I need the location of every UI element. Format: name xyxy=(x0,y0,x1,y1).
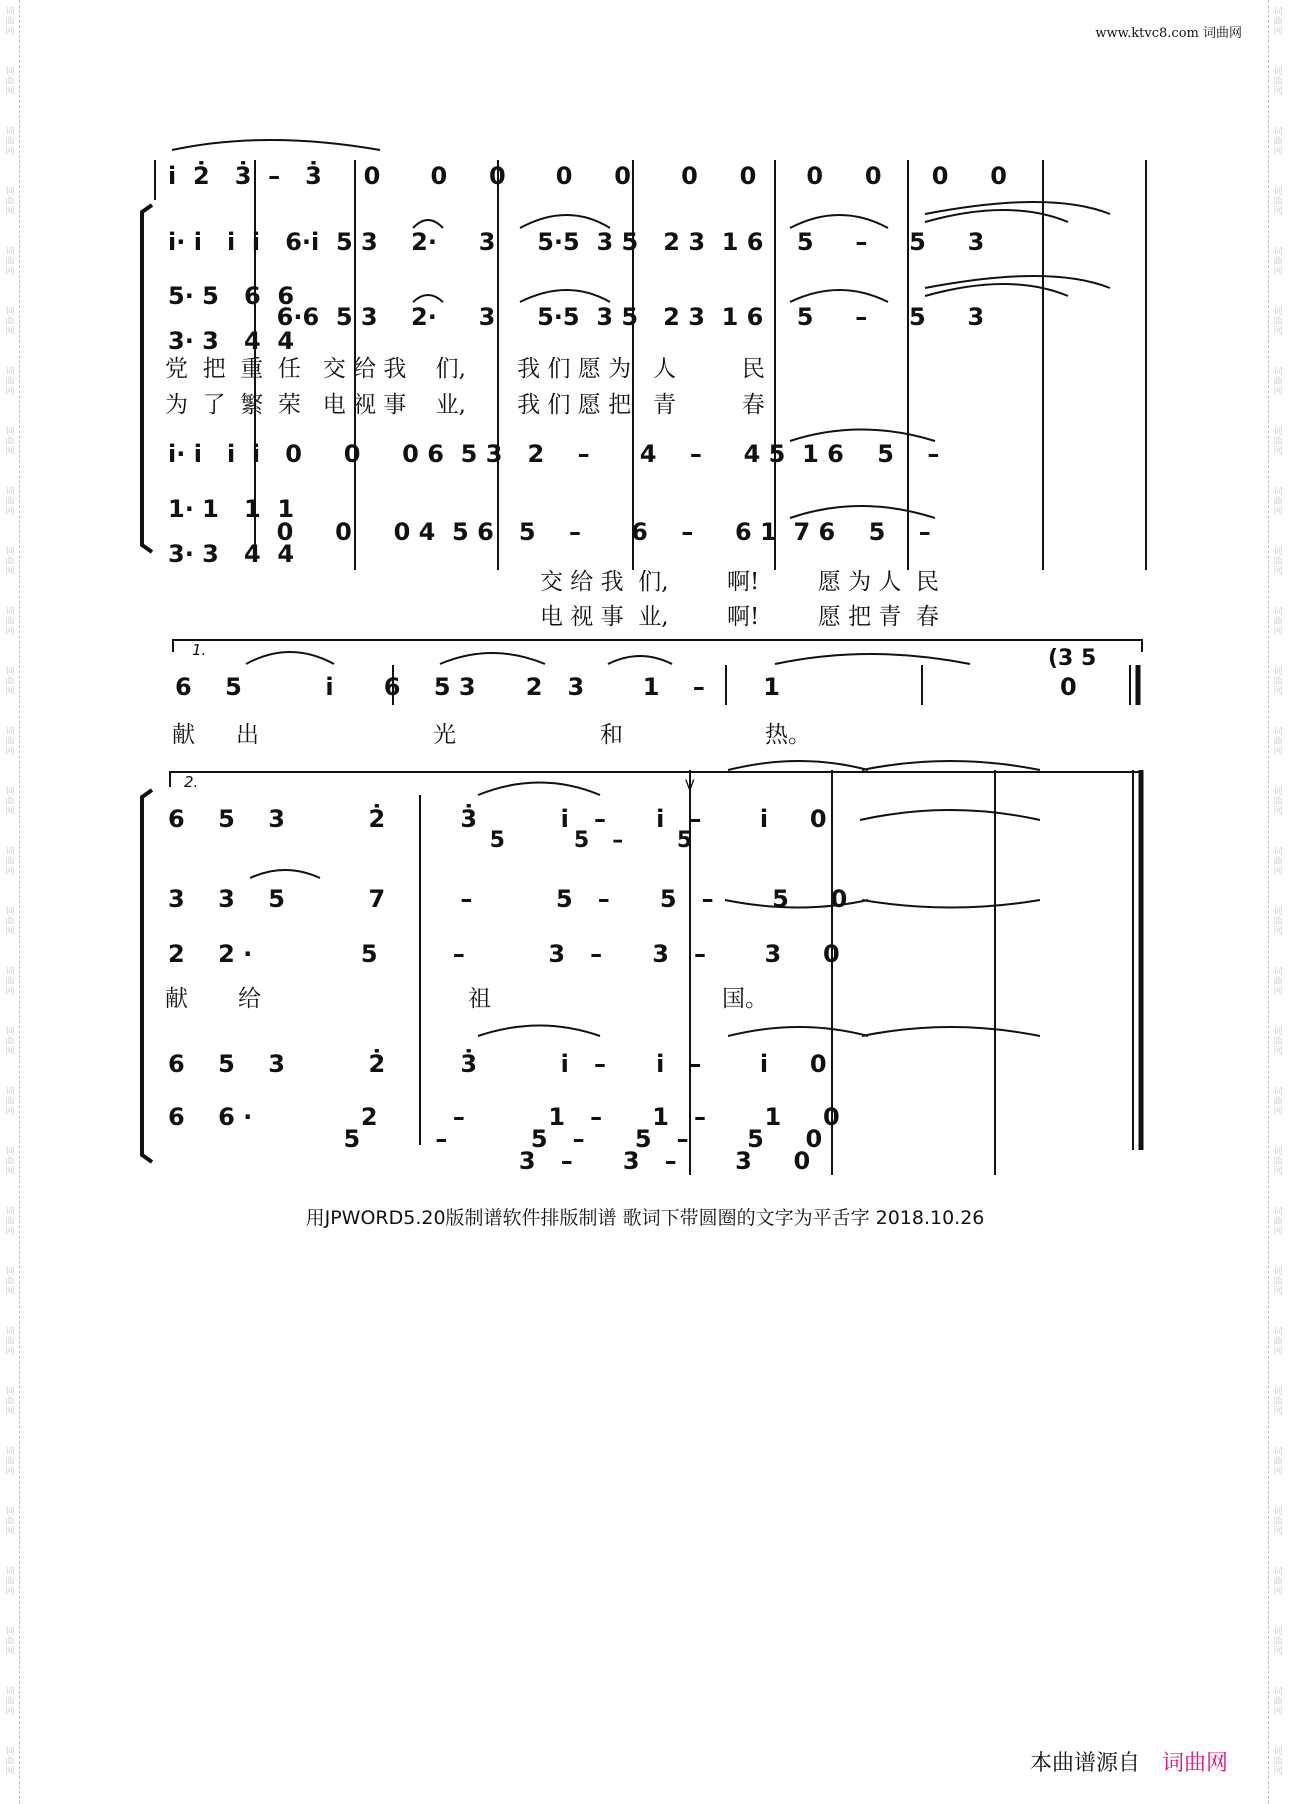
watermark-glyph: 词 xyxy=(5,1207,15,1217)
watermark-glyph: 词 xyxy=(5,607,15,617)
ending2-row-2: 5 5 – 5 xyxy=(168,828,693,853)
watermark-glyph: 曲 xyxy=(1273,1397,1283,1407)
watermark-glyph: 曲 xyxy=(5,1397,15,1407)
first-ending-notes: 6 5 i̇ 6 5 3 2 3 1 – 1 xyxy=(175,673,781,701)
watermark-glyph: 曲 xyxy=(1273,1517,1283,1527)
lyric-word-5: 热。 xyxy=(765,722,811,748)
watermark-glyph: 网 xyxy=(5,1167,15,1177)
watermark-glyph: 词 xyxy=(5,787,15,797)
source-credit xyxy=(1030,1746,1228,1777)
watermark-glyph: 网 xyxy=(5,567,15,577)
site-header: www.ktvc8.com 词曲网 xyxy=(1095,26,1242,41)
watermark-glyph: 网 xyxy=(1273,1527,1283,1537)
watermark-glyph: 词 xyxy=(5,187,15,197)
watermark-glyph: 词 xyxy=(1273,1207,1283,1217)
watermark-glyph: 网 xyxy=(1273,1047,1283,1057)
volta-2-label: 2. xyxy=(184,773,199,791)
watermark-glyph: 网 xyxy=(1273,507,1283,517)
watermark-glyph: 曲 xyxy=(5,1457,15,1467)
watermark-glyph: 词 xyxy=(1273,487,1283,497)
watermark-glyph: 词 xyxy=(1273,1507,1283,1517)
watermark-glyph: 网 xyxy=(1273,1107,1283,1117)
watermark-glyph: 词 xyxy=(5,7,15,17)
watermark-glyph: 网 xyxy=(5,687,15,697)
watermark-glyph: 词 xyxy=(5,367,15,377)
watermark-glyph: 曲 xyxy=(5,1157,15,1167)
watermark-glyph: 网 xyxy=(1273,1767,1283,1777)
brand-link[interactable]: 词曲网 xyxy=(1162,1751,1229,1776)
watermark-glyph: 网 xyxy=(5,507,15,517)
watermark-glyph: 词 xyxy=(5,667,15,677)
part-row-3: 5· 5 6 6 xyxy=(168,282,295,310)
watermark-glyph: 网 xyxy=(5,1647,15,1657)
watermark-glyph: 词 xyxy=(1273,1147,1283,1157)
watermark-glyph: 词 xyxy=(5,1027,15,1037)
watermark-glyph: 网 xyxy=(1273,1167,1283,1177)
watermark-glyph: 网 xyxy=(1273,87,1283,97)
ending2-lyric-1: 献 xyxy=(165,986,188,1012)
watermark-glyph: 词 xyxy=(1273,727,1283,737)
watermark-glyph: 曲 xyxy=(5,437,15,447)
ending2-row-6: 6 6 · 2 – 1 – 1 – 1 0 xyxy=(168,1103,840,1131)
part-row-7: 1· 1 1 1 xyxy=(168,495,295,523)
ending2-row-7: 5 – 5 – 5 – 5 0 xyxy=(168,1125,823,1153)
watermark-glyph: 词 xyxy=(5,487,15,497)
watermark-glyph: 曲 xyxy=(1273,437,1283,447)
watermark-glyph: 曲 xyxy=(1273,1697,1283,1707)
watermark-glyph: 网 xyxy=(5,207,15,217)
watermark-glyph: 网 xyxy=(1273,987,1283,997)
watermark-glyph: 网 xyxy=(1273,1587,1283,1597)
ending2-row-1: 6 5 3 2̇ 3̇ i̇ – i̇ – i̇ 0 xyxy=(168,805,827,833)
watermark-glyph: 曲 xyxy=(1273,1757,1283,1767)
watermark-glyph: 曲 xyxy=(1273,377,1283,387)
watermark-glyph: 词 xyxy=(1273,1327,1283,1337)
watermark-glyph: 曲 xyxy=(1273,137,1283,147)
watermark-glyph: 网 xyxy=(5,1767,15,1777)
watermark-glyph: 网 xyxy=(1273,1407,1283,1417)
watermark-glyph: 曲 xyxy=(1273,1097,1283,1107)
watermark-glyph: 词 xyxy=(1273,907,1283,917)
watermark-glyph: 网 xyxy=(1273,1467,1283,1477)
watermark-glyph: 网 xyxy=(5,1467,15,1477)
watermark-glyph: 词 xyxy=(5,1507,15,1517)
watermark-glyph: 词 xyxy=(5,1567,15,1577)
watermark-glyph: 网 xyxy=(5,807,15,817)
watermark-glyph: 曲 xyxy=(5,1637,15,1647)
watermark-glyph: 词 xyxy=(5,1387,15,1397)
watermark-glyph: 曲 xyxy=(1273,77,1283,87)
watermark-glyph: 网 xyxy=(5,27,15,37)
watermark-glyph: 词 xyxy=(1273,427,1283,437)
watermark-glyph: 词 xyxy=(5,1267,15,1277)
watermark-glyph: 词 xyxy=(5,1687,15,1697)
watermark-glyph: 词 xyxy=(5,1087,15,1097)
watermark-glyph: 词 xyxy=(1273,187,1283,197)
watermark-glyph: 词 xyxy=(1273,1627,1283,1637)
watermark-glyph: 曲 xyxy=(1273,737,1283,747)
watermark-glyph: 词 xyxy=(1273,7,1283,17)
watermark-glyph: 曲 xyxy=(1273,617,1283,627)
watermark-glyph: 曲 xyxy=(5,677,15,687)
watermark-glyph: 词 xyxy=(1273,1387,1283,1397)
watermark-glyph: 网 xyxy=(5,627,15,637)
watermark-glyph: 网 xyxy=(5,1347,15,1357)
watermark-glyph: 网 xyxy=(5,1527,15,1537)
watermark-glyph: 曲 xyxy=(5,617,15,627)
watermark-glyph: 网 xyxy=(5,447,15,457)
watermark-glyph: 曲 xyxy=(5,1697,15,1707)
pickup-notes: (3 5 xyxy=(1048,646,1097,671)
watermark-glyph: 网 xyxy=(1273,147,1283,157)
watermark-glyph: 曲 xyxy=(1273,17,1283,27)
watermark-glyph: 曲 xyxy=(1273,917,1283,927)
watermark-glyph: 网 xyxy=(1273,747,1283,757)
watermark-glyph: 网 xyxy=(1273,627,1283,637)
watermark-glyph: 曲 xyxy=(5,197,15,207)
part-row-9: 3· 3 4 4 xyxy=(168,540,295,568)
watermark-glyph: 网 xyxy=(1273,267,1283,277)
watermark-glyph: 曲 xyxy=(1273,1037,1283,1047)
watermark-glyph: 曲 xyxy=(5,737,15,747)
ending2-row-4: 2 2 · 5 – 3 – 3 – 3 0 xyxy=(168,940,840,968)
watermark-glyph: 曲 xyxy=(5,1517,15,1527)
watermark-glyph: 词 xyxy=(1273,1567,1283,1577)
watermark-glyph: 曲 xyxy=(1273,1637,1283,1647)
watermark-glyph: 词 xyxy=(5,67,15,77)
ending2-row-5: 6 5 3 2̇ 3̇ i̇ – i̇ – i̇ 0 xyxy=(168,1050,827,1078)
watermark-glyph: 网 xyxy=(1273,687,1283,697)
watermark-glyph: 词 xyxy=(5,427,15,437)
lyric-word-1: 献 xyxy=(172,722,195,748)
watermark-glyph: 网 xyxy=(1273,567,1283,577)
watermark-glyph: 网 xyxy=(5,267,15,277)
watermark-glyph: 网 xyxy=(1273,927,1283,937)
part-row-6: i̇· i̇ i̇ i̇ 0 0 0 6 5 3 2 – 4 – 4 5 1 6 5 – xyxy=(168,440,940,468)
watermark-glyph: 词 xyxy=(5,127,15,137)
watermark-glyph: 网 xyxy=(5,1047,15,1057)
watermark-glyph: 词 xyxy=(5,247,15,257)
watermark-glyph: 网 xyxy=(1273,1347,1283,1357)
watermark-glyph: 词 xyxy=(1273,127,1283,137)
part-row-2: i̇· i̇ i̇ i̇ 6·i̇ 5 3 2· 3 5·5 3 5 2 3 1 6 5 – 5 3 xyxy=(168,228,985,256)
watermark-glyph: 网 xyxy=(5,987,15,997)
watermark-glyph: 网 xyxy=(1273,327,1283,337)
ending2-lyric-2: 给 xyxy=(238,986,261,1012)
watermark-glyph: 曲 xyxy=(5,317,15,327)
lower-lyric-line-1: 交 给 我 们, 啊! 愿 为 人 民 xyxy=(540,569,940,595)
watermark-glyph: 曲 xyxy=(5,797,15,807)
watermark-glyph: 曲 xyxy=(5,857,15,867)
watermark-glyph: 曲 xyxy=(1273,677,1283,687)
watermark-glyph: 曲 xyxy=(5,77,15,87)
watermark-glyph: 词 xyxy=(1273,967,1283,977)
watermark-glyph: 曲 xyxy=(1273,857,1283,867)
watermark-glyph: 网 xyxy=(1273,387,1283,397)
watermark-glyph: 网 xyxy=(1273,1647,1283,1657)
watermark-glyph: 曲 xyxy=(1273,797,1283,807)
pickup-rest: 0 xyxy=(1060,673,1077,701)
watermark-glyph: 曲 xyxy=(1273,257,1283,267)
watermark-glyph: 曲 xyxy=(5,257,15,267)
watermark-glyph: 网 xyxy=(5,1227,15,1237)
watermark-glyph: 词 xyxy=(1273,1267,1283,1277)
watermark-glyph: 网 xyxy=(1273,27,1283,37)
watermark-glyph: 网 xyxy=(5,1407,15,1417)
source-label: 本曲谱源自 xyxy=(1030,1751,1141,1776)
watermark-glyph: 曲 xyxy=(5,137,15,147)
watermark-glyph: 词 xyxy=(5,1447,15,1457)
watermark-glyph: 词 xyxy=(1273,367,1283,377)
watermark-glyph: 网 xyxy=(1273,1227,1283,1237)
lyric-line-2: 为 了 繁 荣 电 视 事 业, 我 们 愿 把 青 春 xyxy=(165,392,765,418)
watermark-glyph: 词 xyxy=(5,1147,15,1157)
watermark-glyph: 词 xyxy=(1273,607,1283,617)
part-row-1: i̇ 2̇ 3̇ – 3̇ 0 0 0 0 0 0 0 0 0 0 0 xyxy=(168,162,1007,190)
watermark-glyph: 曲 xyxy=(1273,1577,1283,1587)
watermark-glyph: 曲 xyxy=(1273,317,1283,327)
watermark-glyph: 网 xyxy=(5,327,15,337)
watermark-glyph: 词 xyxy=(1273,1687,1283,1697)
watermark-glyph: 词 xyxy=(1273,1447,1283,1457)
watermark-glyph: 词 xyxy=(5,907,15,917)
watermark-glyph: 曲 xyxy=(5,977,15,987)
watermark-glyph: 词 xyxy=(1273,67,1283,77)
watermark-glyph: 曲 xyxy=(1273,1157,1283,1167)
watermark-glyph: 词 xyxy=(1273,667,1283,677)
watermark-glyph: 曲 xyxy=(5,1277,15,1287)
lyric-word-2: 出 xyxy=(236,722,259,748)
watermark-glyph: 网 xyxy=(1273,207,1283,217)
watermark-glyph: 词 xyxy=(1273,307,1283,317)
lyric-word-4: 和 xyxy=(600,722,623,748)
watermark-glyph: 词 xyxy=(1273,847,1283,857)
watermark-glyph: 词 xyxy=(5,1327,15,1337)
watermark-glyph: 网 xyxy=(5,747,15,757)
ending2-lyric-4: 国。 xyxy=(722,986,768,1012)
watermark-glyph: 词 xyxy=(5,1747,15,1757)
watermark-glyph: 曲 xyxy=(5,497,15,507)
breath-mark: V xyxy=(685,778,695,794)
watermark-glyph: 词 xyxy=(1273,1087,1283,1097)
ending2-row-8: 3 – 3 – 3 0 xyxy=(168,1147,811,1175)
part-row-8: 0 0 0 4 5 6 5 – 6 – 6 1 7 6 5 – xyxy=(168,518,931,546)
watermark-glyph: 曲 xyxy=(1273,977,1283,987)
watermark-glyph: 词 xyxy=(1273,787,1283,797)
watermark-glyph: 词 xyxy=(5,727,15,737)
ending2-lyric-3: 祖 xyxy=(468,986,491,1012)
watermark-glyph: 网 xyxy=(5,87,15,97)
watermark-glyph: 曲 xyxy=(5,557,15,567)
watermark-glyph: 网 xyxy=(5,1707,15,1717)
footer-note: 用JPWORD5.20版制谱软件排版制谱 歌词下带圆圈的文字为平舌字 2018.10.26 xyxy=(305,1207,985,1229)
watermark-glyph: 曲 xyxy=(5,17,15,27)
watermark-glyph: 曲 xyxy=(1273,1217,1283,1227)
watermark-glyph: 曲 xyxy=(1273,1337,1283,1347)
watermark-glyph: 词 xyxy=(5,307,15,317)
watermark-glyph: 网 xyxy=(1273,807,1283,817)
watermark-glyph: 曲 xyxy=(5,917,15,927)
watermark-glyph: 曲 xyxy=(5,1037,15,1047)
watermark-glyph: 网 xyxy=(1273,1287,1283,1297)
watermark-glyph: 词 xyxy=(5,547,15,557)
watermark-glyph: 网 xyxy=(5,927,15,937)
watermark-glyph: 曲 xyxy=(5,1097,15,1107)
watermark-glyph: 词 xyxy=(5,967,15,977)
volta-1-label: 1. xyxy=(192,641,207,659)
watermark-glyph: 网 xyxy=(5,387,15,397)
ending2-row-3: 3 3 5 7 – 5 – 5 – 5 0 xyxy=(168,885,848,913)
watermark-glyph: 网 xyxy=(1273,1707,1283,1717)
watermark-glyph: 网 xyxy=(1273,867,1283,877)
lower-lyric-line-2: 电 视 事 业, 啊! 愿 把 青 春 xyxy=(540,604,940,630)
watermark-glyph: 曲 xyxy=(1273,557,1283,567)
watermark-glyph: 词 xyxy=(1273,547,1283,557)
watermark-glyph: 曲 xyxy=(1273,497,1283,507)
watermark-glyph: 曲 xyxy=(5,1337,15,1347)
part-row-4: 6·6 5 3 2· 3 5·5 3 5 2 3 1 6 5 – 5 3 xyxy=(168,303,985,331)
watermark-glyph: 网 xyxy=(5,867,15,877)
watermark-glyph: 词 xyxy=(5,847,15,857)
watermark-glyph: 网 xyxy=(5,1287,15,1297)
watermark-glyph: 曲 xyxy=(5,377,15,387)
watermark-glyph: 曲 xyxy=(5,1757,15,1767)
watermark-glyph: 词 xyxy=(1273,1747,1283,1757)
watermark-glyph: 曲 xyxy=(1273,1457,1283,1467)
watermark-glyph: 词 xyxy=(5,1627,15,1637)
watermark-glyph: 曲 xyxy=(5,1577,15,1587)
watermark-glyph: 网 xyxy=(1273,447,1283,457)
lyric-line-1: 党 把 重 任 交 给 我 们, 我 们 愿 为 人 民 xyxy=(165,356,765,382)
watermark-glyph: 网 xyxy=(5,147,15,157)
watermark-glyph: 曲 xyxy=(1273,1277,1283,1287)
lyric-word-3: 光 xyxy=(433,722,456,748)
watermark-glyph: 词 xyxy=(1273,1027,1283,1037)
watermark-glyph: 网 xyxy=(5,1107,15,1117)
watermark-glyph: 曲 xyxy=(5,1217,15,1227)
watermark-glyph: 曲 xyxy=(1273,197,1283,207)
watermark-glyph: 词 xyxy=(1273,247,1283,257)
part-row-5: 3· 3 4 4 xyxy=(168,327,295,355)
watermark-glyph: 网 xyxy=(5,1587,15,1597)
